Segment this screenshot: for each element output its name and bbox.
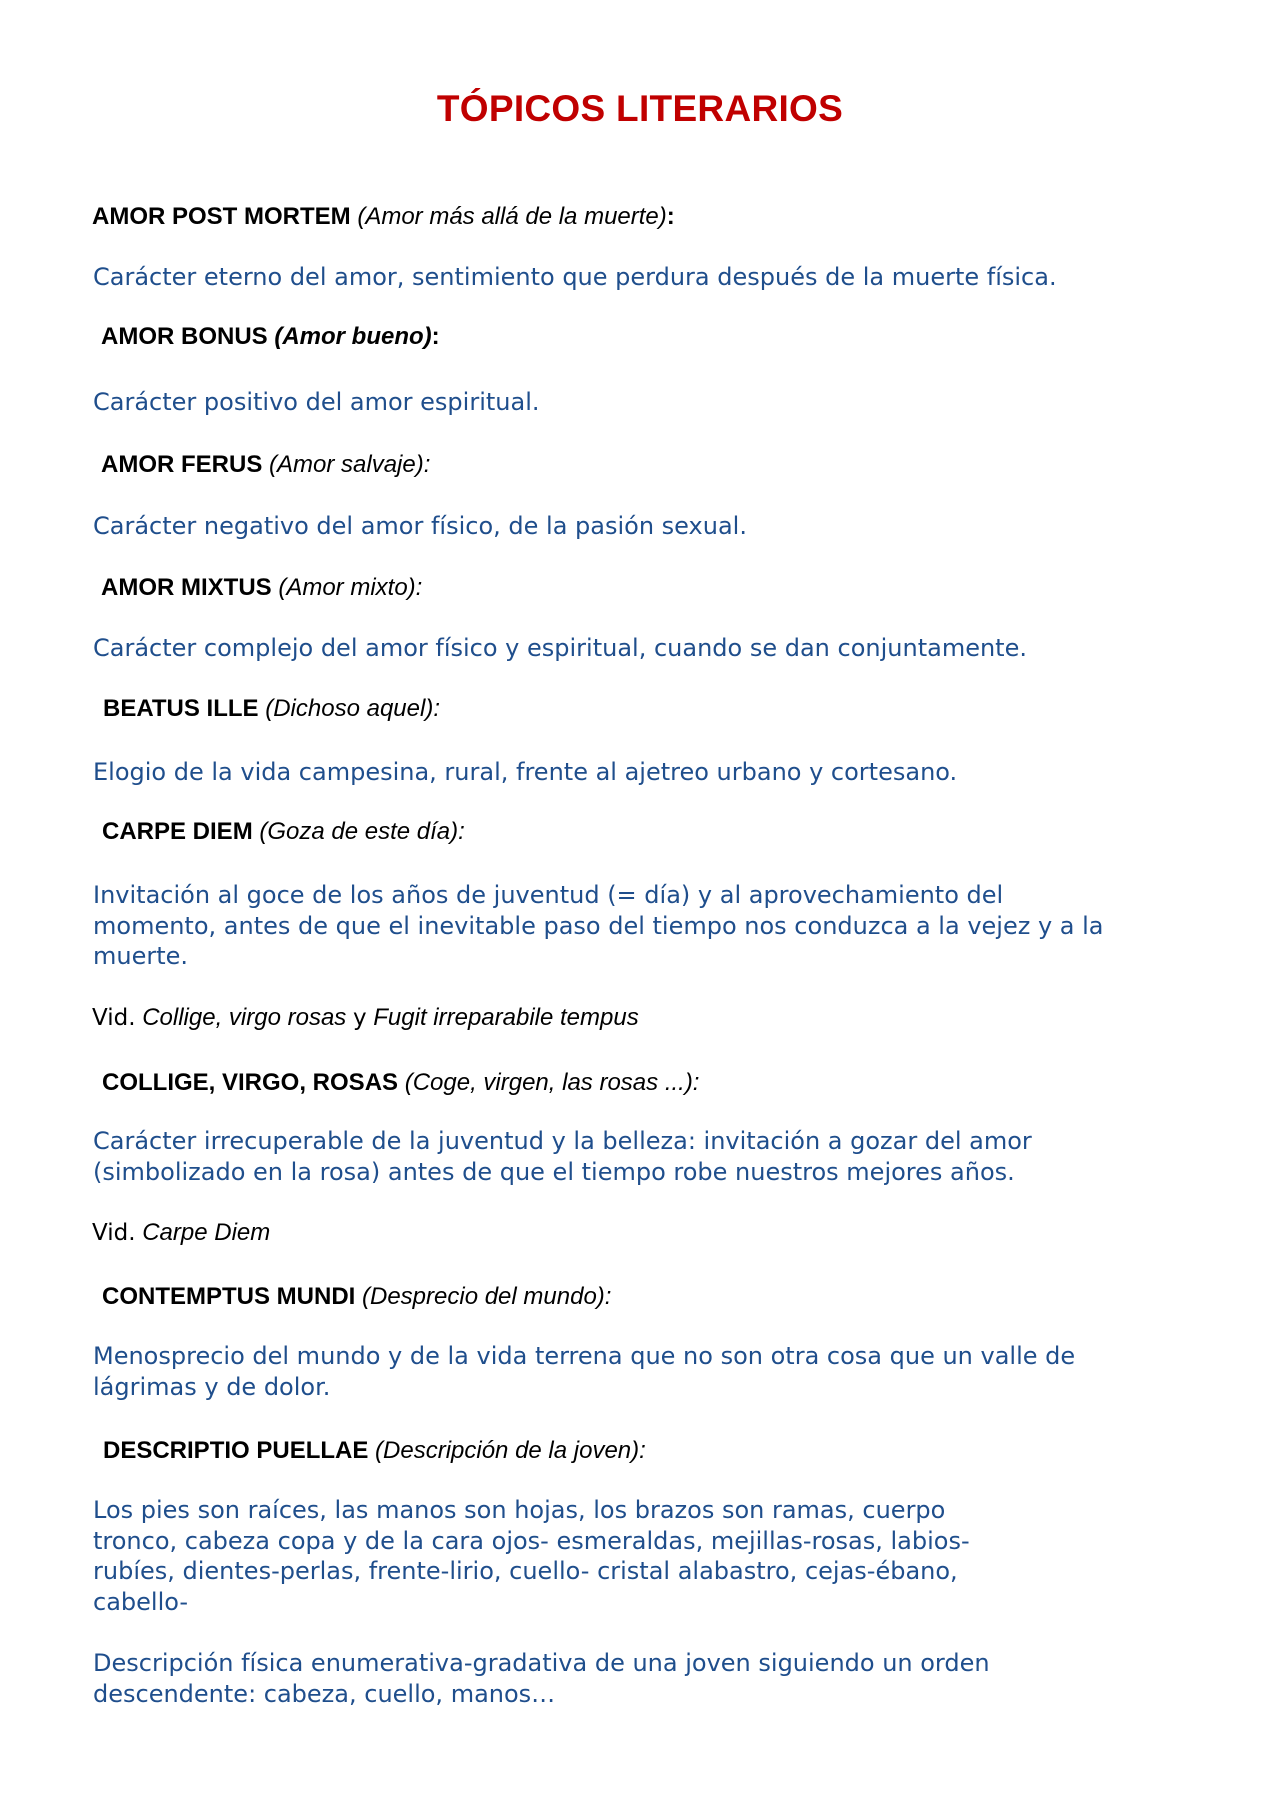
entry-heading-amor-mixtus [101, 574, 422, 602]
body-line: Invitación al goce de los años de juventud (= día) y al aprovechamiento del [93, 881, 1004, 909]
body-line: cabello- [93, 1587, 189, 1616]
entry-colon: : [666, 203, 675, 230]
body-line: rubíes, dientes-perlas, frente-lirio, cuello- cristal alabastro, cejas-ébano, [93, 1557, 958, 1585]
entry-body-amor-post-mortem [93, 262, 1057, 293]
entry-body-contemptus-mundi [93, 1341, 1075, 1402]
entry-body-beatus-ille [93, 757, 957, 788]
entry-gloss: (Desprecio del mundo): [362, 1283, 612, 1310]
entry-body-collige-virgo-rosas [93, 1126, 1032, 1187]
entry-body-amor-mixtus [93, 633, 1027, 664]
entry-gloss: (Amor más allá de la muerte) [357, 203, 667, 230]
entry-body-descriptio-puellae-2 [93, 1648, 990, 1709]
entry-gloss: (Dichoso aquel): [265, 695, 440, 722]
body-line: Carácter irrecuperable de la juventud y la belleza: invitación a gozar del amor [93, 1127, 1032, 1155]
entry-heading-amor-ferus [101, 451, 430, 479]
entry-body-amor-bonus [93, 387, 539, 418]
entry-heading-carpe-diem [102, 818, 465, 846]
body-line: lágrimas y de dolor. [93, 1372, 331, 1401]
see-also-ref: Carpe Diem [142, 1219, 271, 1246]
see-also-collige [92, 1219, 270, 1247]
see-also-ref: Collige, virgo rosas [142, 1004, 347, 1031]
entry-heading-collige-virgo-rosas [102, 1069, 699, 1097]
entry-gloss: (Amor mixto): [278, 574, 423, 601]
entry-colon: : [431, 323, 440, 350]
entry-term: AMOR POST MORTEM [92, 203, 351, 230]
entry-heading-contemptus-mundi [102, 1283, 611, 1311]
body-line: Elogio de la vida campesina, rural, frente al ajetreo urbano y cortesano. [93, 758, 958, 786]
entry-heading-amor-post-mortem [92, 203, 675, 231]
entry-gloss: (Coge, virgen, las rosas ...): [404, 1069, 700, 1096]
see-also-label: Vid. [92, 1220, 136, 1246]
entry-heading-amor-bonus [101, 323, 440, 351]
body-line: descendente: cabeza, cuello, manos… [93, 1679, 556, 1708]
entry-term: AMOR BONUS [101, 323, 268, 350]
entry-body-carpe-diem [93, 880, 1103, 972]
body-line: Carácter negativo del amor físico, de la pasión sexual. [93, 512, 747, 540]
entry-body-amor-ferus [93, 511, 747, 542]
body-line: muerte. [93, 942, 189, 970]
see-also-label: Vid. [92, 1005, 136, 1031]
entry-term: COLLIGE, VIRGO, ROSAS [102, 1069, 399, 1096]
body-line: tronco, cabeza copa y de la cara ojos- esmeraldas, mejillas-rosas, labios- [93, 1526, 970, 1555]
entry-gloss: (Amor salvaje): [269, 451, 431, 478]
entry-heading-descriptio-puellae [103, 1437, 646, 1465]
entry-gloss: (Descripción de la joven): [375, 1437, 646, 1464]
entry-gloss: (Goza de este día): [259, 818, 465, 845]
body-line: Carácter eterno del amor, sentimiento que perdura después de la muerte física. [93, 263, 1057, 291]
entry-term: BEATUS ILLE [103, 695, 259, 722]
entry-gloss: (Amor bueno) [274, 323, 432, 350]
body-line: momento, antes de que el inevitable paso del tiempo nos conduzca a la vejez y a la [93, 911, 1104, 940]
entry-term: AMOR FERUS [101, 451, 263, 478]
see-also-ref: Fugit irreparabile tempus [373, 1004, 639, 1031]
body-line: Menosprecio del mundo y de la vida terrena que no son otra cosa que un valle de [93, 1342, 1076, 1370]
entry-body-descriptio-puellae [93, 1495, 970, 1617]
entry-heading-beatus-ille [103, 695, 440, 723]
see-also-carpe-diem [92, 1004, 639, 1032]
see-also-conjunction: y [352, 1005, 367, 1031]
entry-term: AMOR MIXTUS [101, 574, 272, 601]
page-title: TÓPICOS LITERARIOS [436, 88, 844, 129]
entry-term: DESCRIPTIO PUELLAE [103, 1437, 369, 1464]
entry-term: CARPE DIEM [102, 818, 253, 845]
body-line: Carácter complejo del amor físico y espiritual, cuando se dan conjuntamente. [93, 634, 1027, 662]
entry-term: CONTEMPTUS MUNDI [102, 1283, 356, 1310]
body-line: Descripción física enumerativa-gradativa de una joven siguiendo un orden [93, 1649, 990, 1677]
body-line: (simbolizado en la rosa) antes de que el tiempo robe nuestros mejores años. [93, 1157, 1015, 1186]
body-line: Los pies son raíces, las manos son hojas, los brazos son ramas, cuerpo [93, 1496, 946, 1524]
body-line: Carácter positivo del amor espiritual. [93, 388, 540, 416]
